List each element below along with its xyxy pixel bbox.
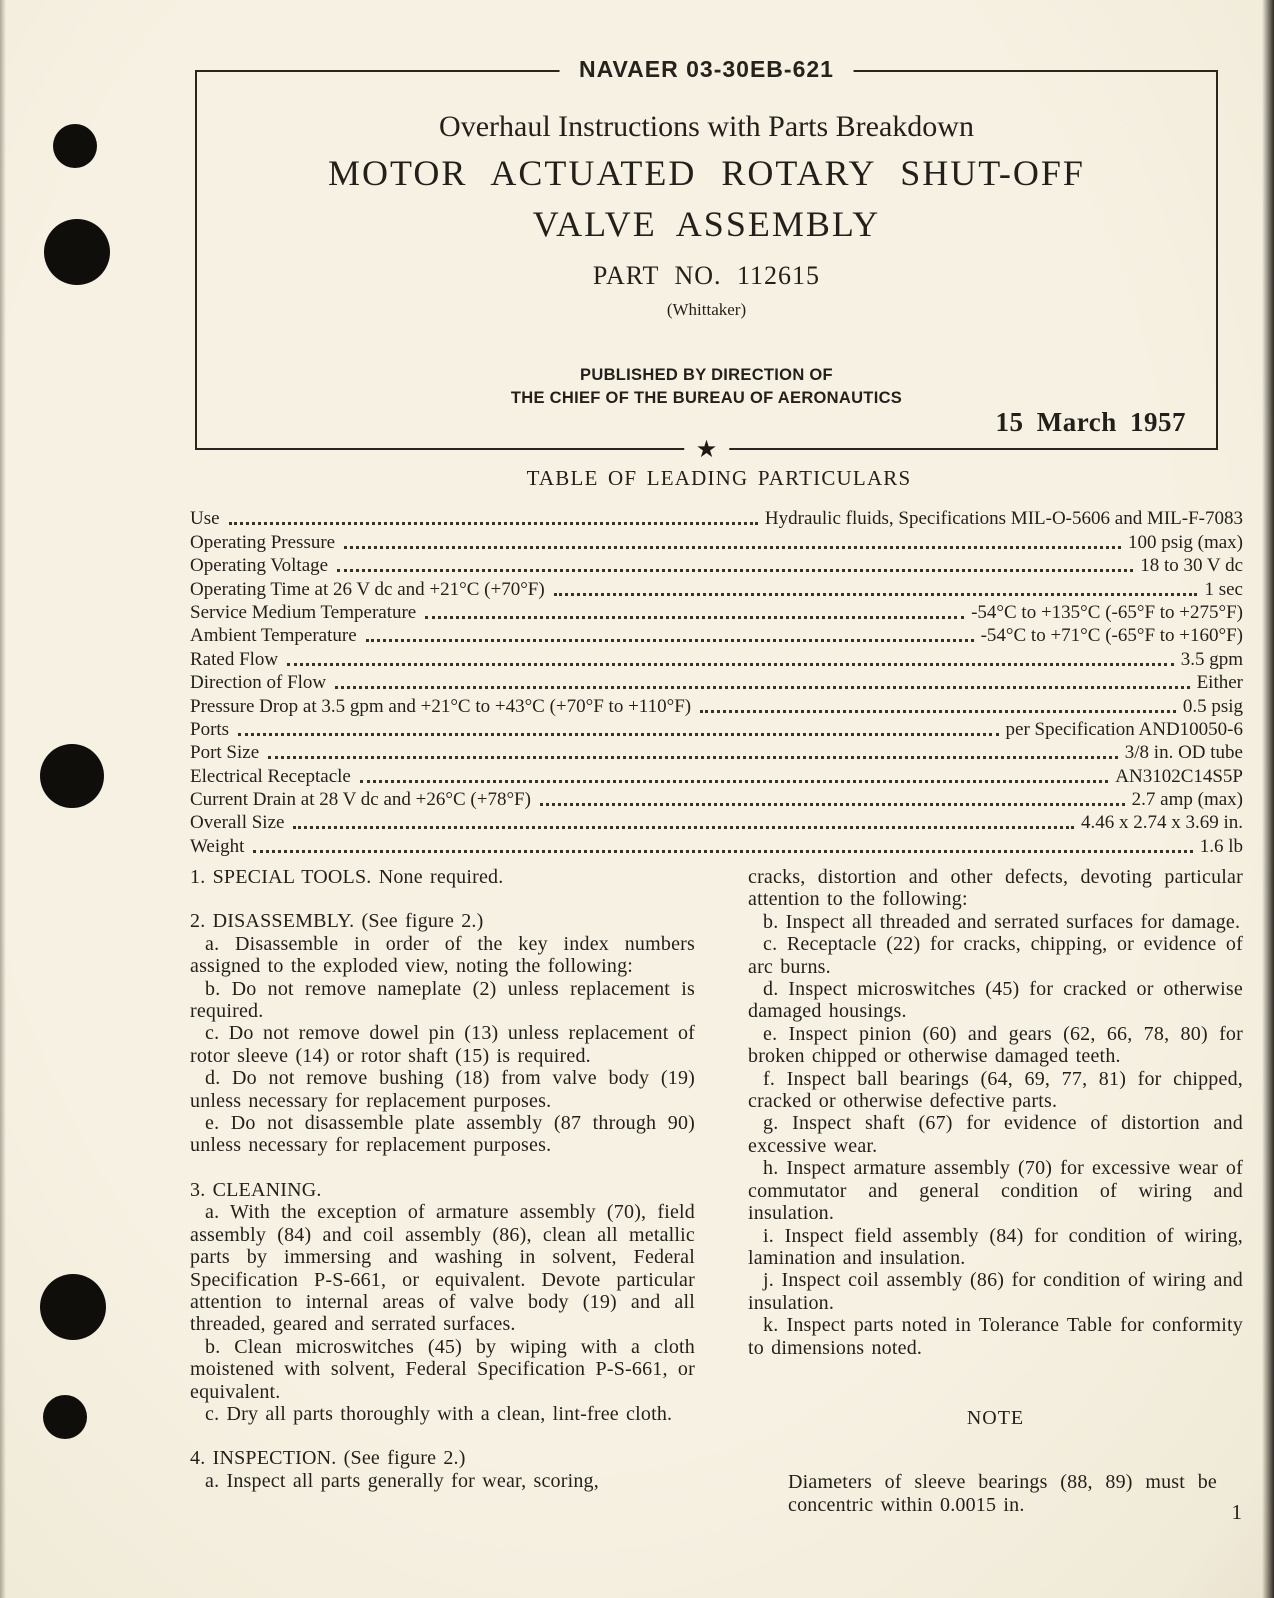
publication-date: 15 March 1957: [995, 407, 1186, 437]
paragraph: cracks, distortion and other defects, devoting particular attention to the following:: [748, 866, 1243, 911]
particular-value: 18 to 30 V dc: [1140, 555, 1243, 577]
paragraph: c. Receptacle (22) for cracks, chipping, or evidence of arc burns.: [748, 933, 1243, 978]
particulars-row: [190, 530, 1243, 553]
particular-value: 1.6 lb: [1199, 835, 1243, 857]
punch-hole: [53, 124, 97, 168]
particulars-row: [190, 554, 1243, 577]
particular-value: 0.5 psig: [1182, 695, 1243, 717]
particulars-row: [190, 507, 1243, 530]
particulars-row: [190, 671, 1243, 694]
paragraph: Diameters of sleeve bearings (88, 89) must be concentric within 0.0015 in.: [788, 1471, 1217, 1516]
dot-leader: [344, 546, 1121, 549]
particulars-row: [190, 718, 1243, 741]
paragraph: f. Inspect ball bearings (64, 69, 77, 81) for chipped, cracked or otherwise defective parts.: [748, 1067, 1243, 1113]
particulars-row: [190, 647, 1243, 670]
dot-leader: [268, 756, 1118, 759]
document-number: NAVAER 03-30EB-621: [559, 56, 854, 83]
document-subtitle: Overhaul Instructions with Parts Breakdown: [439, 110, 974, 143]
particular-value: Either: [1196, 672, 1243, 694]
dot-leader: [335, 686, 1189, 689]
particular-label: Ports: [190, 718, 230, 740]
star-icon: ★: [684, 436, 730, 464]
paragraph: c. Dry all parts thoroughly with a clean, lint-free cloth.: [205, 1402, 673, 1425]
paragraph: d. Inspect microswitches (45) for cracked or otherwise damaged housings.: [748, 978, 1243, 1023]
particular-value: 100 psig (max): [1127, 531, 1243, 553]
paragraph: i. Inspect field assembly (84) for condition of wiring, lamination and insulation.: [748, 1224, 1243, 1269]
paragraph: d. Do not remove bushing (18) from valve body (19) unless necessary for replacement purposes.: [190, 1067, 695, 1112]
body-column-right: [748, 866, 1243, 1516]
particular-value: -54°C to +71°C (-65°F to +160°F): [980, 625, 1243, 647]
part-number: PART NO. 112615: [592, 261, 821, 290]
punch-hole: [43, 1395, 87, 1439]
particular-label: Pressure Drop at 3.5 gpm and +21°C to +43°C (+70°F to +110°F): [190, 695, 692, 717]
body-text: [190, 866, 1243, 1516]
particulars-row: [190, 601, 1243, 624]
dot-leader: [287, 663, 1174, 666]
particular-value: 4.46 x 2.74 x 3.69 in.: [1080, 812, 1243, 834]
particulars-row: [190, 624, 1243, 647]
paragraph: b. Clean microswitches (45) by wiping with a cloth moistened with solvent, Federal Specification P-S-661, or equivalent.: [190, 1335, 695, 1403]
dot-leader: [253, 850, 1192, 853]
particulars-row: [190, 694, 1243, 717]
particular-value: AN3102C14S5P: [1115, 765, 1243, 787]
punch-hole: [44, 219, 110, 285]
particular-label: Operating Voltage: [190, 555, 329, 577]
paragraph: e. Do not disassemble plate assembly (87 through 90) unless necessary for replacement purposes.: [190, 1112, 695, 1157]
manufacturer-name: (Whittaker): [666, 300, 747, 319]
particular-value: 3/8 in. OD tube: [1124, 742, 1243, 764]
paragraph: 1. SPECIAL TOOLS. None required.: [190, 866, 504, 888]
dot-leader: [700, 710, 1176, 713]
punch-hole: [40, 744, 104, 808]
paragraph: h. Inspect armature assembly (70) for excessive wear of commutator and general condition of wiring and insulation.: [748, 1157, 1243, 1225]
particulars-row: [190, 577, 1243, 600]
body-column-left: [190, 866, 695, 1516]
dot-leader: [540, 803, 1125, 806]
paragraph: a. With the exception of armature assembly (70), field assembly (84) and coil assembly (86), clean all metallic parts by immersing and washing in solvent, Federal Specification P-S-661, or equivalent. Devote particular attention to internal areas of valve body (19) and all threaded, geared and serrated surfaces.: [190, 1201, 695, 1336]
particulars-row: [190, 788, 1243, 811]
paragraph: g. Inspect shaft (67) for evidence of distortion and excessive wear.: [748, 1112, 1243, 1157]
paragraph: b. Do not remove nameplate (2) unless replacement is required.: [190, 977, 695, 1023]
particular-label: Service Medium Temperature: [190, 601, 417, 623]
dot-leader: [554, 593, 1198, 596]
particular-label: Rated Flow: [190, 648, 279, 670]
particulars-row: [190, 741, 1243, 764]
particulars-row: [190, 764, 1243, 787]
paragraph: e. Inspect pinion (60) and gears (62, 66, 78, 80) for broken chipped or otherwise damaged teeth.: [748, 1022, 1243, 1068]
published-by-block: [197, 364, 1216, 410]
particular-label: Electrical Receptacle: [190, 765, 351, 787]
document-title-line2: VALVE ASSEMBLY: [532, 204, 881, 244]
particular-value: 2.7 amp (max): [1131, 789, 1243, 811]
dot-leader: [366, 639, 974, 642]
paragraph: 2. DISASSEMBLY. (See figure 2.): [190, 910, 484, 933]
particular-label: Overall Size: [190, 812, 285, 834]
dot-leader: [337, 569, 1133, 572]
published-by-line2: THE CHIEF OF THE BUREAU OF AERONAUTICS: [510, 389, 903, 407]
particular-label: Operating Pressure: [190, 531, 336, 553]
page-number: 1: [1231, 1500, 1242, 1524]
note-heading: NOTE: [966, 1406, 1025, 1429]
dot-leader: [425, 616, 964, 619]
paragraph: j. Inspect coil assembly (86) for condition of wiring and insulation.: [748, 1269, 1243, 1314]
dot-leader: [229, 522, 758, 525]
dot-leader: [238, 733, 998, 736]
particular-label: Use: [190, 508, 220, 530]
particular-value: -54°C to +135°C (-65°F to +275°F): [971, 601, 1243, 623]
paragraph: b. Inspect all threaded and serrated surfaces for damage.: [763, 910, 1241, 933]
published-by-line1: PUBLISHED BY DIRECTION OF: [580, 366, 833, 384]
particular-label: Operating Time at 26 V dc and +21°C (+70°F): [190, 578, 545, 600]
paragraph: c. Do not remove dowel pin (13) unless replacement of rotor sleeve (14) or rotor shaft (15) is required.: [190, 1022, 695, 1067]
particulars-table-title: TABLE OF LEADING PARTICULARS: [526, 466, 912, 490]
dot-leader: [360, 780, 1108, 783]
particulars-row: [190, 834, 1243, 857]
dot-leader: [293, 826, 1074, 829]
particular-value: 1 sec: [1204, 578, 1243, 600]
paragraph: 3. CLEANING.: [190, 1178, 322, 1201]
particular-value: Hydraulic fluids, Specifications MIL-O-5606 and MIL-F-7083: [764, 508, 1243, 530]
paragraph: a. Disassemble in order of the key index numbers assigned to the exploded view, noting the following:: [190, 932, 695, 978]
paragraph: 4. INSPECTION. (See figure 2.): [190, 1447, 466, 1470]
particular-label: Port Size: [190, 742, 260, 764]
particular-label: Weight: [190, 835, 245, 857]
page-right-edge: [1262, 0, 1274, 1598]
particulars-row: [190, 811, 1243, 834]
particular-value: per Specification AND10050-6: [1005, 718, 1243, 740]
particular-label: Direction of Flow: [190, 672, 327, 694]
page-left-edge: [0, 0, 6, 1598]
title-block: [195, 56, 1218, 463]
particulars-list: [190, 507, 1243, 858]
particular-value: 3.5 gpm: [1180, 648, 1243, 670]
particular-label: Current Drain at 28 V dc and +26°C (+78°F): [190, 789, 531, 811]
punch-hole: [40, 1274, 106, 1340]
particular-label: Ambient Temperature: [190, 625, 357, 647]
document-title-line1: MOTOR ACTUATED ROTARY SHUT-OFF: [328, 153, 1085, 193]
paragraph: k. Inspect parts noted in Tolerance Table for conformity to dimensions noted.: [748, 1314, 1243, 1359]
paragraph: a. Inspect all parts generally for wear, scoring,: [205, 1469, 599, 1492]
